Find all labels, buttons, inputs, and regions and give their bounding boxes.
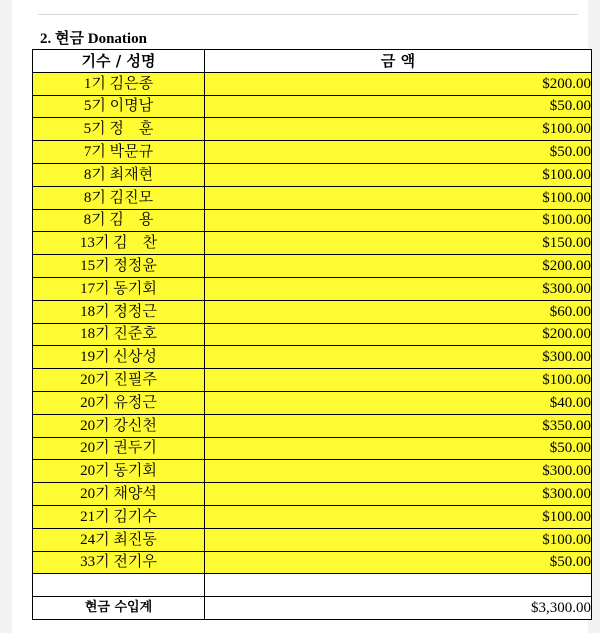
donation-amount: $40.00	[205, 391, 592, 414]
total-label: 현금 수입계	[33, 597, 205, 620]
donor-name: 8기 최재현	[33, 163, 205, 186]
donation-amount: $50.00	[205, 437, 592, 460]
table-row	[33, 255, 592, 278]
donation-amount: $100.00	[205, 118, 592, 141]
donor-name: 20기 유정근	[33, 391, 205, 414]
donor-name: 15기 정정윤	[33, 255, 205, 278]
table-row	[33, 323, 592, 346]
blank-cell	[33, 574, 205, 597]
table-row	[33, 369, 592, 392]
donation-amount: $100.00	[205, 369, 592, 392]
table-row	[33, 483, 592, 506]
donor-name: 33기 전기우	[33, 551, 205, 574]
donor-name: 20기 채양석	[33, 483, 205, 506]
donation-amount: $50.00	[205, 95, 592, 118]
table-row	[33, 186, 592, 209]
donation-amount: $100.00	[205, 163, 592, 186]
donation-amount: $50.00	[205, 551, 592, 574]
donor-name: 5기 정 훈	[33, 118, 205, 141]
table-row	[33, 300, 592, 323]
donation-amount: $300.00	[205, 277, 592, 300]
table-row	[33, 72, 592, 95]
donor-name: 20기 권두기	[33, 437, 205, 460]
blank-cell	[205, 574, 592, 597]
column-header-name: 기수 / 성명	[33, 50, 205, 73]
donation-amount: $300.00	[205, 460, 592, 483]
donor-name: 17기 동기회	[33, 277, 205, 300]
donor-name: 20기 동기회	[33, 460, 205, 483]
donor-name: 19기 신상성	[33, 346, 205, 369]
donor-name: 20기 진필주	[33, 369, 205, 392]
table-row	[33, 232, 592, 255]
donor-name: 24기 최진동	[33, 528, 205, 551]
table-row	[33, 277, 592, 300]
donation-amount: $200.00	[205, 72, 592, 95]
donor-name: 5기 이명남	[33, 95, 205, 118]
table-row	[33, 141, 592, 164]
table-row	[33, 414, 592, 437]
document-page	[12, 0, 591, 633]
donor-name: 20기 강신천	[33, 414, 205, 437]
donation-amount: $200.00	[205, 255, 592, 278]
donor-name: 1기 김은종	[33, 72, 205, 95]
donation-amount: $100.00	[205, 209, 592, 232]
donor-name: 7기 박문규	[33, 141, 205, 164]
table-row	[33, 391, 592, 414]
table-row	[33, 437, 592, 460]
donor-name: 8기 김진모	[33, 186, 205, 209]
donor-name: 13기 김 찬	[33, 232, 205, 255]
section-title: 2. 현금 Donation	[40, 31, 147, 47]
donor-name: 18기 정정근	[33, 300, 205, 323]
donation-amount: $100.00	[205, 505, 592, 528]
donation-amount: $350.00	[205, 414, 592, 437]
table-row	[33, 163, 592, 186]
donation-table	[32, 49, 592, 620]
donation-amount: $60.00	[205, 300, 592, 323]
table-row	[33, 460, 592, 483]
blank-row	[33, 574, 592, 597]
total-amount: $3,300.00	[205, 597, 592, 620]
donation-amount: $200.00	[205, 323, 592, 346]
table-row	[33, 95, 592, 118]
table-row	[33, 505, 592, 528]
table-row	[33, 346, 592, 369]
donation-amount: $100.00	[205, 186, 592, 209]
table-header-row	[33, 50, 592, 73]
donation-amount: $150.00	[205, 232, 592, 255]
total-row	[33, 597, 592, 620]
table-row	[33, 551, 592, 574]
table-body	[33, 72, 592, 574]
table-row	[33, 528, 592, 551]
donor-name: 18기 진준호	[33, 323, 205, 346]
table-row	[33, 209, 592, 232]
donor-name: 8기 김 용	[33, 209, 205, 232]
donation-amount: $300.00	[205, 346, 592, 369]
divider	[38, 14, 578, 15]
donation-amount: $50.00	[205, 141, 592, 164]
table-row	[33, 118, 592, 141]
donation-amount: $100.00	[205, 528, 592, 551]
donor-name: 21기 김기수	[33, 505, 205, 528]
donation-amount: $300.00	[205, 483, 592, 506]
column-header-amount: 금 액	[205, 50, 592, 73]
